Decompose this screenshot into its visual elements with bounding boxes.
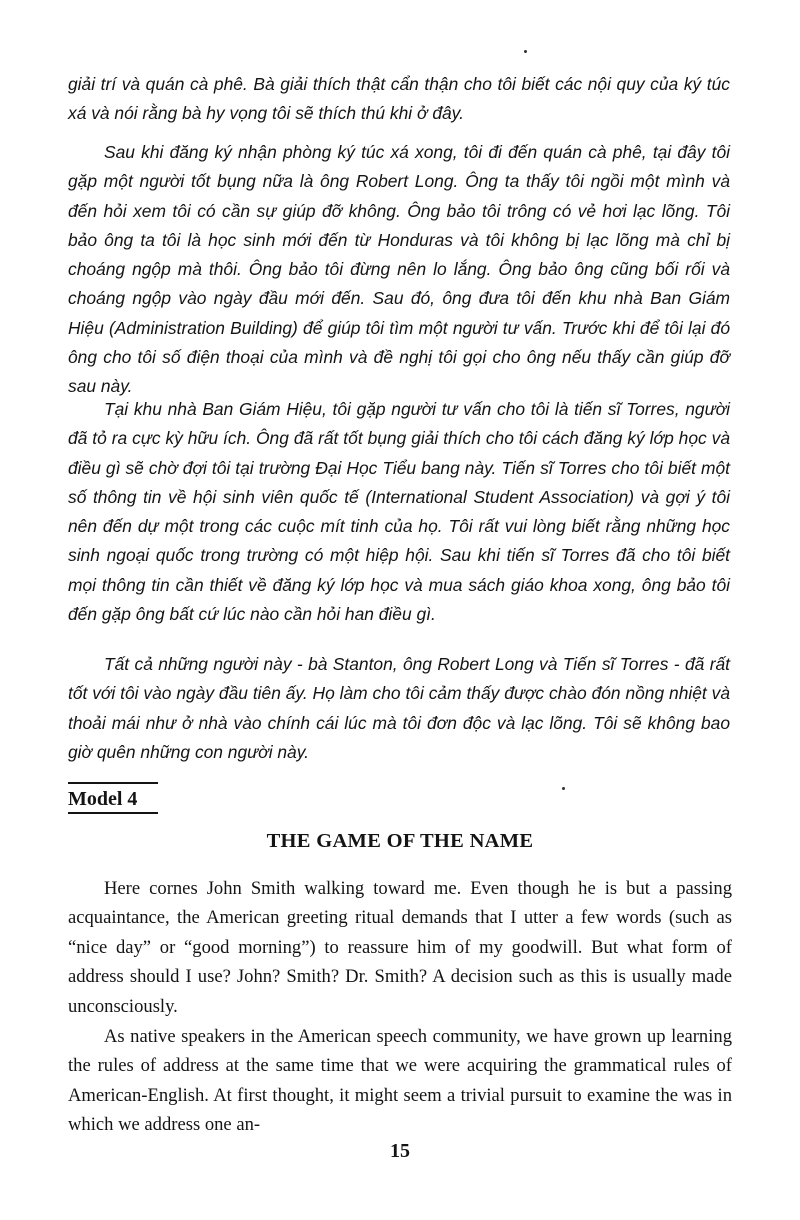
chapter-heading: THE GAME OF THE NAME (266, 830, 534, 852)
continuation-paragraph: giải trí và quán cà phê. Bà giải thích thật cẩn thận cho tôi biết các nội quy của ký túc xá và nói rằng bà hy vọng tôi sẽ thích thú khi ở đây. (68, 74, 730, 124)
english-paragraph-2: As native speakers in the American speech community, we have grown up learning the rules of address at the same time that we were acquiring the grammatical rules of American-English. At first thought, it might seem a trivial pursuit to examine the was in which we address one an- (68, 1026, 732, 1136)
page-number: 15 (390, 1140, 410, 1162)
english-paragraph-1: Here cornes John Smith walking toward me. Even though he is but a passing acquaintance, the American greeting ritual demands that I utter a few words (such as “nice day” or “good morning”) to reassure him of my goodwill. But what form of address should I use? John? Smith? Dr. Smith? A decision such as this is usually made unconsciously. (68, 878, 732, 1017)
vietnamese-paragraph-3: Tại khu nhà Ban Giám Hiệu, tôi gặp người tư vấn cho tôi là tiến sĩ Torres, người đã tỏ ra cực kỳ hữu ích. Ông đã rất tốt bụng giải thích cho tôi cách đăng ký lớp học và điều gì sẽ chờ đợi tôi tại trường Đại Học Tiểu bang này. Tiến sĩ Torres cho tôi biết một số thông tin về hội sinh viên quốc tế (International Student Association) và gợi ý tôi nên đến dự một trong các cuộc mít tinh của họ. Tôi rất vui lòng biết rằng những học sinh ngoại quốc trong trường có một hiệp hội. Sau khi tiến sĩ Torres đã cho tôi biết mọi thông tin cần thiết về đăng ký lớp học và mua sách giáo khoa xong, ông bảo tôi đến gặp ông bất cứ lúc nào cần hỏi han điều gì. (68, 399, 730, 625)
scan-speck (562, 787, 565, 790)
scan-speck (524, 50, 527, 53)
vietnamese-paragraph-2: Sau khi đăng ký nhận phòng ký túc xá xong, tôi đi đến quán cà phê, tại đây tôi gặp một người tốt bụng nữa là ông Robert Long. Ông ta thấy tôi ngồi một mình và đến hỏi xem tôi có cần sự giúp đỡ không. Ông bảo tôi trông có vẻ hơi lạc lõng. Tôi bảo ông ta tôi là học sinh mới đến từ Honduras và tôi không bị lạc lõng mà chỉ bị choáng ngộp mà thôi. Ông bảo tôi đừng nên lo lắng. Ông bảo ông cũng bối rối và choáng ngộp vào ngày đầu mới đến. Sau đó, ông đưa tôi đến khu nhà Ban Giám Hiệu (Administration Building) để giúp tôi tìm một người tư vấn. Trước khi để tôi lại đó ông cho tôi số điện thoại của mình và đề nghị tôi gọi cho ông nếu thấy cần giúp đỡ sau này. (68, 142, 730, 397)
vietnamese-paragraph-4: Tất cả những người này - bà Stanton, ông Robert Long và Tiến sĩ Torres - đã rất tốt với tôi vào ngày đầu tiên ấy. Họ làm cho tôi cảm thấy được chào đón nồng nhiệt và thoải mái như ở nhà vào chính cái lúc mà tôi đơn độc và lạc lõng. Tôi sẽ không bao giờ quên những con người này. (68, 654, 730, 762)
section-label: Model 4 (68, 782, 158, 814)
